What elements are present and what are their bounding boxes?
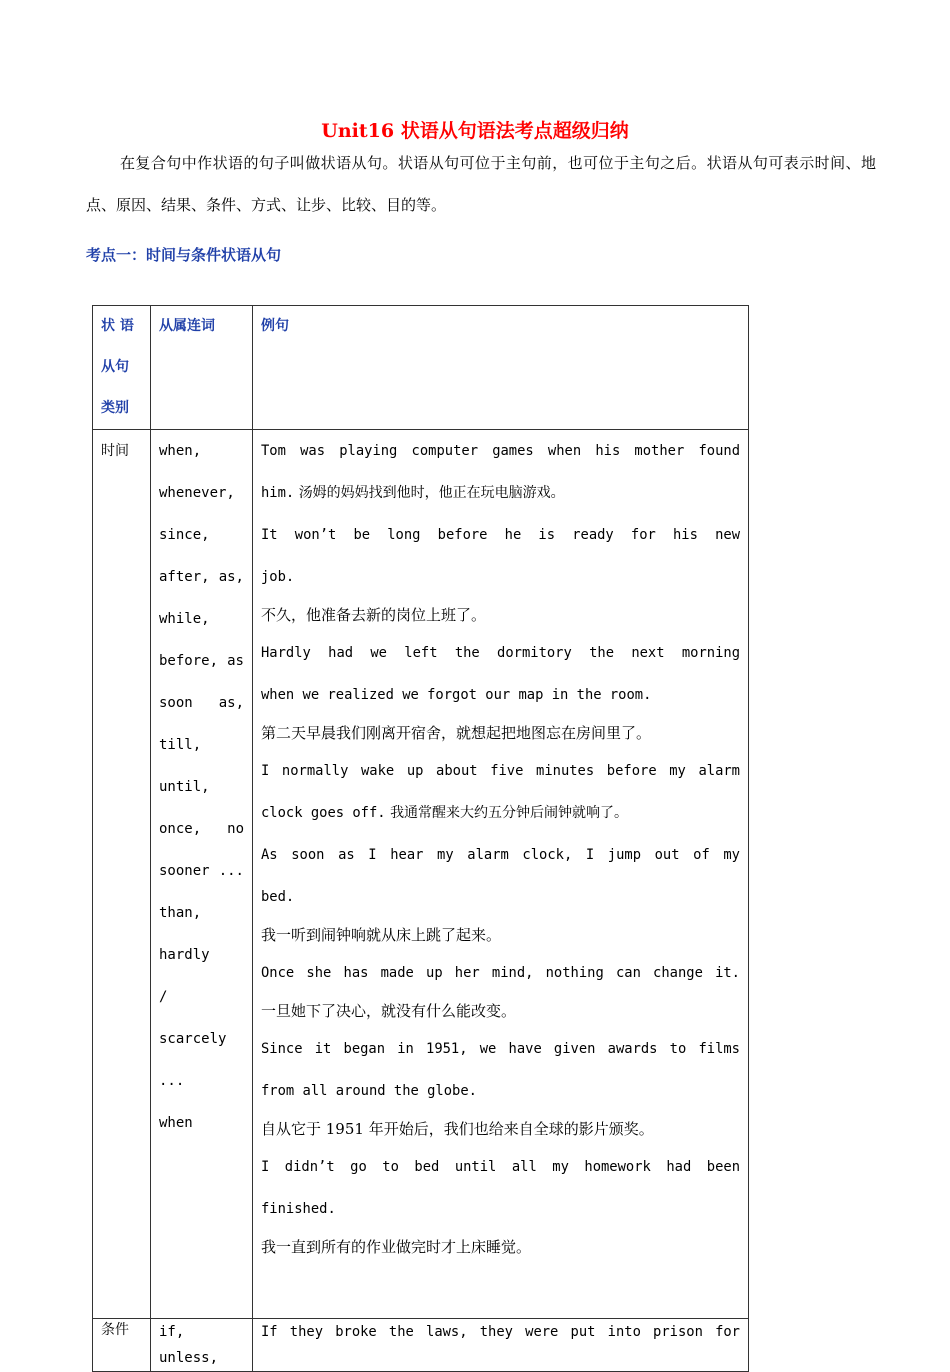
example-english: bed.: [261, 889, 295, 905]
page-title: Unit16 状语从句语法考点超级归纳: [321, 120, 629, 142]
example-english: finished.: [261, 1201, 336, 1217]
example-english: from all around the globe.: [261, 1083, 477, 1099]
example-chinese: 一旦她下了决心，就没有什么能改变。: [261, 1002, 517, 1020]
examples-cell: [253, 1319, 749, 1372]
clause-type-cell: 时间: [93, 430, 151, 1319]
conjunction-line: sooner ...: [159, 863, 244, 879]
table-header-row: [93, 306, 749, 430]
conjunction-line: when,: [159, 443, 202, 459]
example-english: I normally wake up about five minutes before my alarm: [261, 763, 740, 779]
example-english: when we realized we forgot our map in the room.: [261, 687, 652, 703]
conjunction-cell: [151, 430, 253, 1319]
example-english: Tom was playing computer games when his mother found: [261, 443, 740, 459]
example-english: him.: [261, 485, 295, 501]
conjunction-line: till, until,: [159, 737, 210, 795]
example-english: It won’t be long before he is ready for his new: [261, 527, 740, 543]
conjunction-line: while,: [159, 611, 210, 627]
conjunction-line: before, as: [159, 653, 244, 669]
conjunction-line: whenever,: [159, 485, 235, 501]
example-chinese: 我通常醒来大约五分钟后闹钟就响了。: [390, 805, 629, 821]
example-english: Since it began in 1951, we have given awards to films: [261, 1041, 740, 1057]
conjunction-line: than, hardly: [159, 905, 210, 963]
example-chinese: 汤姆的妈妈找到他时，他正在玩电脑游戏。: [298, 485, 565, 501]
example-english: job.: [261, 569, 295, 585]
conjunction-line: after, as,: [159, 569, 244, 585]
conjunction-cell: [151, 1319, 253, 1372]
example-mixed-line: [261, 472, 740, 514]
intro-paragraph: 在复合句中作状语的句子叫做状语从句。状语从句可位于主句前，也可位于主句之后。状语从句可表示时间、地点、原因、结果、条件、方式、让步、比较、目的等。: [86, 154, 876, 214]
header-example: 例句: [253, 306, 749, 430]
example-english: clock goes off.: [261, 805, 386, 821]
conjunction-line: soon as,: [159, 695, 244, 711]
example-chinese: 自从它于 1951 年开始后，我们也给来自全球的影片颁奖。: [261, 1120, 654, 1138]
section-heading: 考点一：时间与条件状语从句: [86, 246, 282, 264]
example-english: As soon as I hear my alarm clock, I jump out of my: [261, 847, 740, 863]
example-english: I didn’t go to bed until all my homework had been: [261, 1159, 740, 1175]
conjunction-line: once, no: [159, 821, 244, 837]
grammar-table: [92, 305, 749, 1372]
example-english: If they broke the laws, they were put into prison for: [261, 1324, 740, 1340]
examples-cell: [253, 430, 749, 1319]
example-mixed-line: [261, 792, 740, 834]
example-english: Hardly had we left the dormitory the next morning: [261, 645, 740, 661]
header-clause-type: 状 语 从句类别: [93, 306, 151, 430]
header-conjunction: 从属连词: [151, 306, 253, 430]
conjunction-line: /: [159, 989, 168, 1005]
conjunction-line: if, unless,: [159, 1324, 219, 1366]
clause-type-cell: 条件: [93, 1319, 151, 1372]
conjunction-line: scarcely ...: [159, 1031, 227, 1089]
example-chinese: 第二天早晨我们刚离开宿舍，就想起把地图忘在房间里了。: [261, 724, 652, 742]
table-row: [93, 430, 749, 1319]
example-chinese: 不久，他准备去新的岗位上班了。: [261, 606, 487, 624]
conjunction-line: when: [159, 1115, 193, 1131]
example-english: Once she has made up her mind, nothing can change it.: [261, 965, 740, 981]
example-chinese: 我一直到所有的作业做完时才上床睡觉。: [261, 1238, 532, 1256]
example-chinese: 我一听到闹钟响就从床上跳了起来。: [261, 926, 502, 944]
conjunction-line: since,: [159, 527, 210, 543]
table-row: [93, 1319, 749, 1372]
